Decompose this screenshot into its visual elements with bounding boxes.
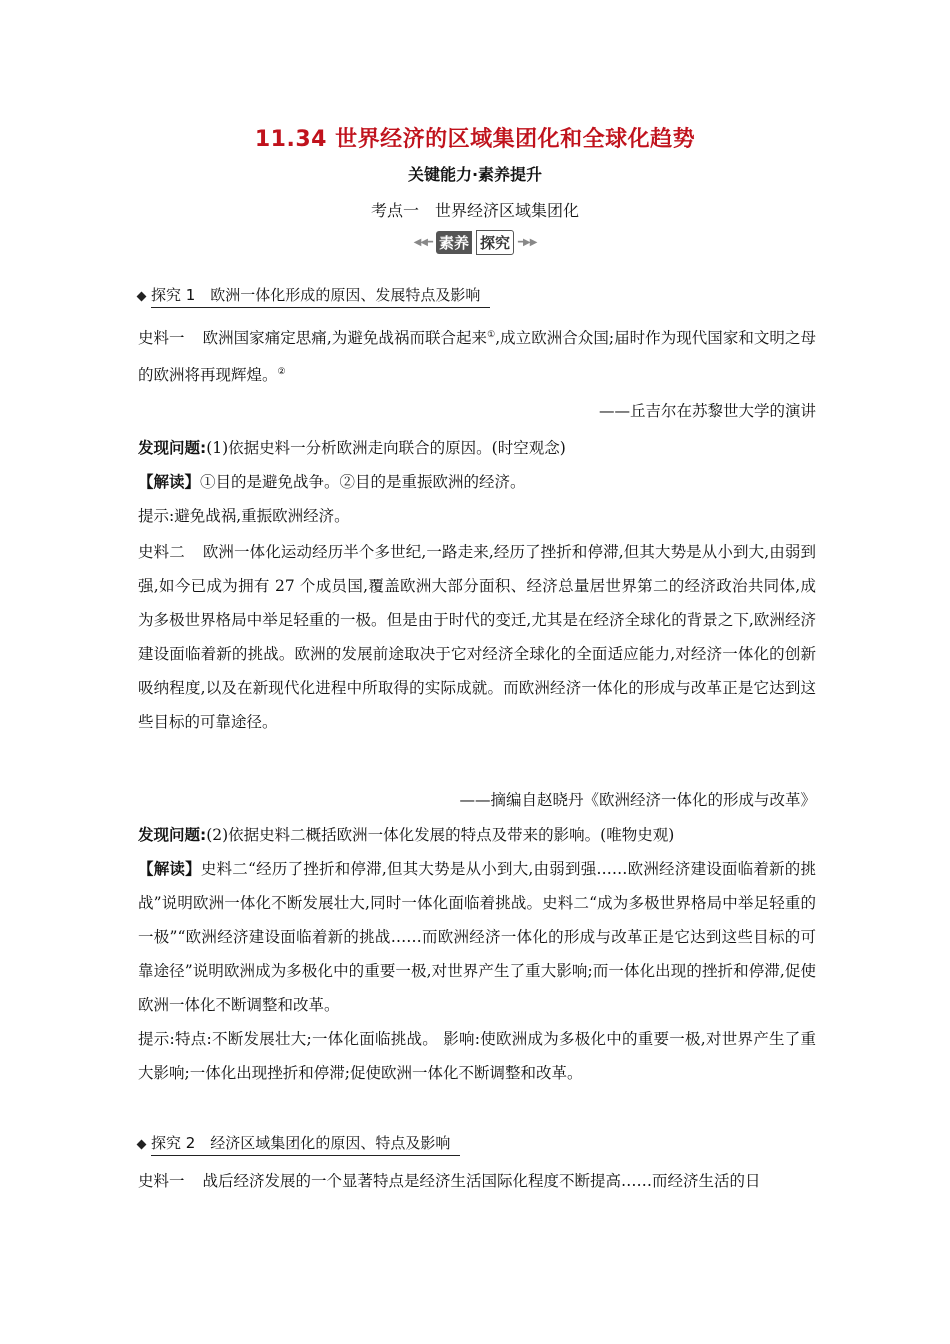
hint-text: 提示:特点:不断发展壮大;一体化面临挑战。 影响:使欧洲成为多极化中的重要一极,对世界产生了重大影响;一体化出现挫折和停滞;促使欧洲一体化不断调整和改革。 (138, 1030, 816, 1082)
probe-2-title: 探究 2 经济区域集团化的原因、特点及影响 (151, 1132, 460, 1156)
hint-text: 提示:避免战祸,重振欧洲经济。 (138, 507, 350, 525)
interpret-label: 【解读】 (138, 473, 201, 491)
probe-1-heading (138, 284, 490, 308)
diamond-bullet-icon (137, 291, 147, 301)
source-label: 史料一 (138, 329, 185, 348)
badge-part-1: 素养 (436, 231, 472, 254)
diamond-bullet-icon (137, 1139, 147, 1149)
probe-2-heading (138, 1132, 460, 1156)
probe-1-question-2 (138, 818, 816, 1090)
badge-banner (0, 230, 950, 255)
interpret-text: ①目的是避免战争。②目的是重振欧洲的经济。 (200, 473, 526, 491)
page-title: 11.34 世界经济的区域集团化和全球化趋势 (254, 127, 696, 152)
footnote-mark-2: ② (277, 367, 286, 378)
source-text: 欧洲一体化运动经历半个多世纪,一路走来,经历了挫折和停滞,但其大势是从小到大,由弱到强,如今已成为拥有 27 个成员国,覆盖欧洲大部分面积、经济总量居世界第二的经济政治共同体,成为多极世界格局中举足轻重的一极。但是由于时代的变迁,尤其是在经济全球化的背景之下,欧洲经济建设面临着新的挑战。欧洲的发展前途取决于它对经济全球化的全面适应能力,对经济一体化的创新吸纳程度,以及在新现代化进程中所取得的实际成就。而欧洲经济一体化的形成与改革正是它达到这些目标的可靠途径。 (138, 543, 816, 731)
probe-1-title: 探究 1 欧洲一体化形成的原因、发展特点及影响 (151, 284, 490, 308)
source-text-a: 欧洲国家痛定思痛,为避免战祸而联合起来 (202, 329, 488, 348)
probe-1-source-1-citation: ——丘吉尔在苏黎世大学的演讲 (598, 402, 816, 420)
source-label: 史料一 (138, 1172, 185, 1190)
probe-1-source-2-citation: ——摘编自赵晓丹《欧洲经济一体化的形成与改革》 (459, 791, 816, 809)
question-label: 发现问题: (138, 826, 207, 844)
right-arrow-icon: ━▶▶ (518, 237, 537, 248)
question-text: (2)依据史料二概括欧洲一体化发展的特点及带来的影响。(唯物史观) (206, 826, 675, 844)
source-text: 战后经济发展的一个显著特点是经济生活国际化程度不断提高……而经济生活的日 (202, 1172, 761, 1190)
interpret-label: 【解读】 (138, 860, 201, 878)
probe-1-source-2 (138, 535, 816, 739)
probe-1-source-1 (138, 318, 816, 392)
page-subtitle: 关键能力·素养提升 (407, 165, 543, 184)
badge-part-2: 探究 (476, 230, 514, 255)
source-label: 史料二 (138, 543, 185, 561)
probe-2-source-1 (138, 1164, 816, 1198)
probe-1-question-1 (138, 431, 816, 533)
footnote-mark-1: ① (487, 330, 496, 340)
left-arrow-icon: ◀◀━ (413, 237, 432, 248)
question-label: 发现问题: (138, 439, 207, 457)
question-text: (1)依据史料一分析欧洲走向联合的原因。(时空观念) (206, 439, 566, 457)
interpret-text: 史料二“经历了挫折和停滞,但其大势是从小到大,由弱到强……欧洲经济建设面临着新的挑战”说明欧洲一体化不断发展壮大,同时一体化面临着挑战。史料二“成为多极世界格局中举足轻重的一极”“欧洲经济建设面临着新的挑战……而欧洲经济一体化的形成与改革正是它达到这些目标的可靠途径”说明欧洲成为多极化中的重要一极,对世界产生了重大影响;而一体化出现的挫折和停滞,促使欧洲一体化不断调整和改革。 (138, 860, 816, 1014)
section-heading: 考点一 世界经济区域集团化 (370, 201, 579, 220)
source-text-b: ,成立欧洲合众国;届时作为现代国家和文明之母的欧洲将再现辉煌。 (138, 329, 816, 385)
